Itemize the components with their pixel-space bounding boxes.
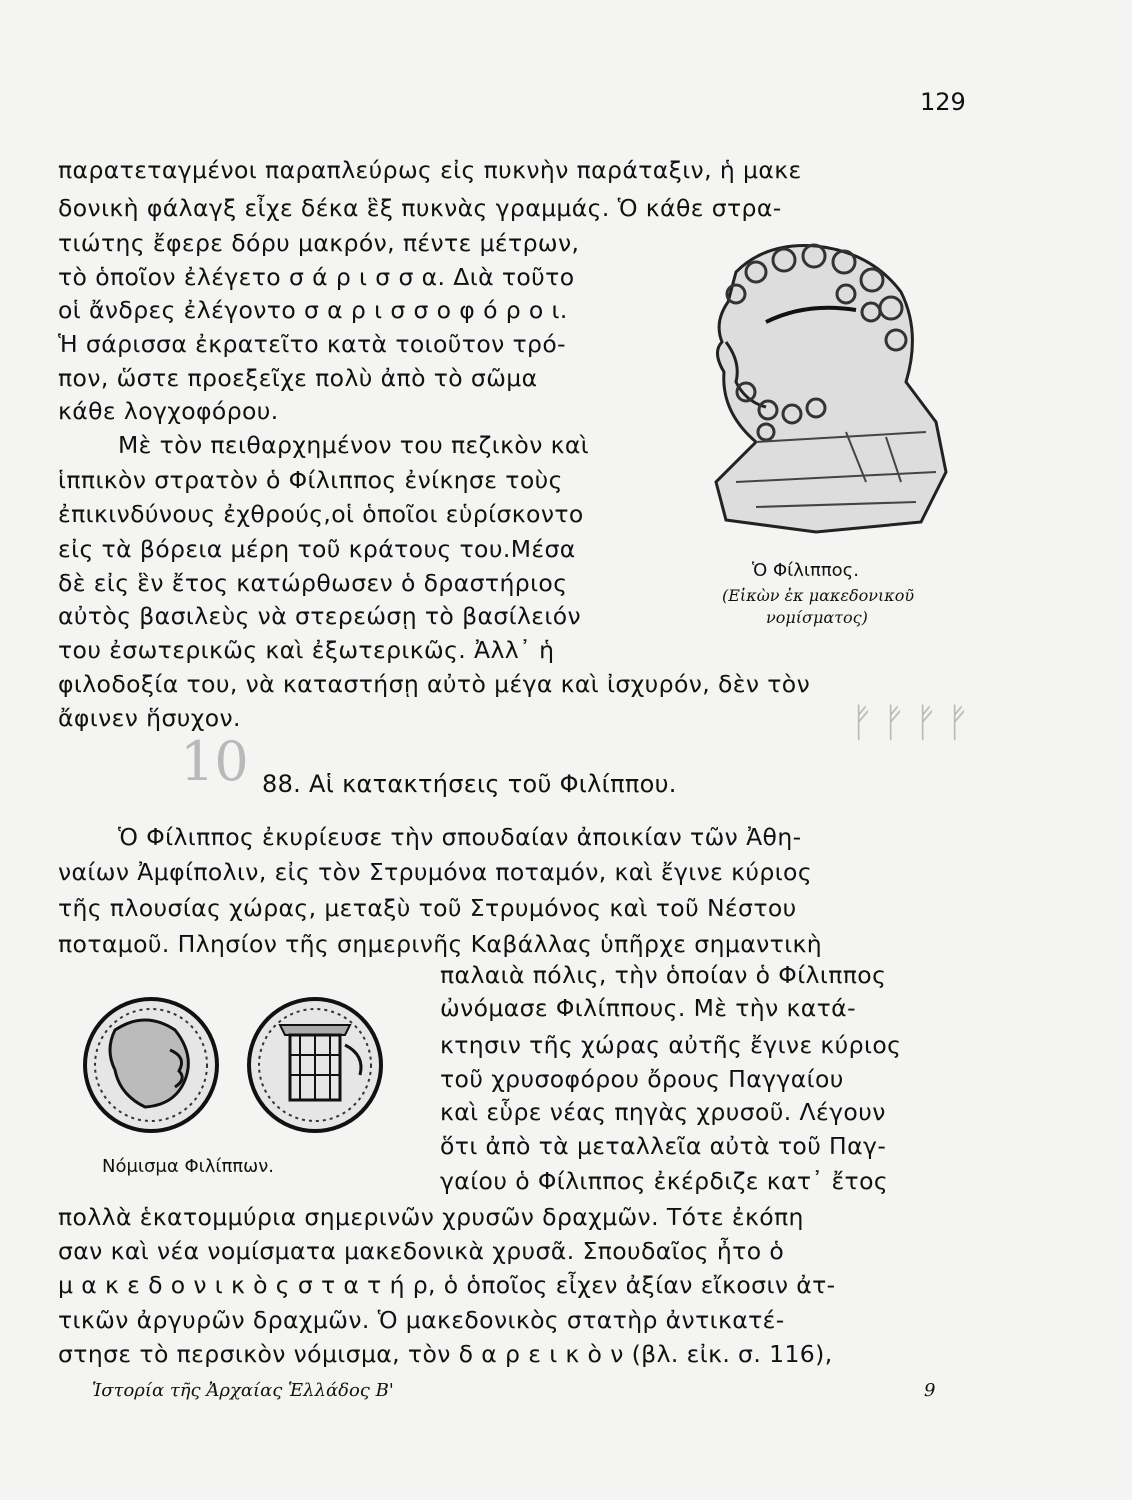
- text-line: ἱππικὸν στρατὸν ὁ Φίλιππος ἐνίκησε τοὺς: [58, 466, 563, 494]
- pencil-annotation: 10: [180, 730, 249, 793]
- text-line: αὐτὸς βασιλεὺς νὰ στερεώσῃ τὸ βασίλειόν: [58, 602, 582, 630]
- portrait-subcaption: (Εἰκὼν ἐκ μακεδονικοῦ: [722, 586, 915, 605]
- text-line: Μὲ τὸν πειθαρχημένον του πεζικὸν καὶ: [118, 431, 590, 459]
- text-line: παρατεταγμένοι παραπλεύρως εἰς πυκνὴν παράταξιν, ἡ μακε: [58, 156, 802, 184]
- text-line: σαν καὶ νέα νομίσματα μακεδονικὰ χρυσᾶ. Σπουδαῖος ἦτο ὁ: [58, 1237, 785, 1265]
- text-line: ἄφινεν ἥσυχον.: [58, 704, 241, 732]
- coin-image: [75, 995, 405, 1145]
- section-heading: 88. Αἱ κατακτήσεις τοῦ Φιλίππου.: [262, 770, 677, 798]
- text-line: δὲ εἰς ἓν ἔτος κατώρθωσεν ὁ δραστήριος: [58, 569, 568, 597]
- text-line: φιλοδοξία του, νὰ καταστήσῃ αὐτὸ μέγα καὶ ἰσχυρόν, δὲν τὸν: [58, 670, 811, 698]
- coin-caption: Νόμισμα Φιλίππων.: [102, 1156, 274, 1177]
- text-line: ὠνόμασε Φιλίππους. Μὲ τὴν κατά-: [440, 994, 856, 1022]
- text-line: καὶ εὗρε νέας πηγὰς χρυσοῦ. Λέγουν: [440, 1098, 886, 1126]
- text-line: ναίων Ἀμφίπολιν, εἰς τὸν Στρυμόνα ποταμόν, καὶ ἔγινε κύριος: [58, 858, 813, 886]
- text-line: κάθε λογχοφόρου.: [58, 397, 279, 425]
- text-line: τὸ ὁποῖον ἐλέγετο σ ά ρ ι σ σ α. Διὰ τοῦτο: [58, 263, 575, 291]
- text-line: κτησιν τῆς χώρας αὐτῆς ἔγινε κύριος: [440, 1031, 902, 1059]
- text-line: ὅτι ἀπὸ τὰ μεταλλεῖα αὐτὰ τοῦ Παγ-: [440, 1132, 887, 1160]
- text-line: του ἐσωτερικῶς καὶ ἐξωτερικῶς. Ἀλλ᾽ ἡ: [58, 636, 555, 664]
- text-line: γαίου ὁ Φίλιππος ἐκέρδιζε κατ᾽ ἔτος: [440, 1167, 889, 1195]
- text-line: τῆς πλουσίας χώρας, μεταξὺ τοῦ Στρυμόνος καὶ τοῦ Νέστου: [58, 894, 797, 922]
- portrait-caption: Ὁ Φίλιππος.: [752, 560, 859, 581]
- text-line: στησε τὸ περσικὸν νόμισμα, τὸν δ α ρ ε ι κ ὸ ν (βλ. εἰκ. σ. 116),: [58, 1340, 833, 1368]
- text-line: τιώτης ἔφερε δόρυ μακρόν, πέντε μέτρων,: [58, 229, 580, 257]
- text-line: μ α κ ε δ ο ν ι κ ὸ ς σ τ α τ ή ρ, ὁ ὁποῖος εἶχεν ἀξίαν εἴκοσιν ἀτ-: [58, 1271, 836, 1299]
- text-line: ἐπικινδύνους ἐχθρούς,οἱ ὁποῖοι εὑρίσκοντο: [58, 500, 584, 528]
- text-line: πον, ὥστε προεξεῖχε πολὺ ἀπὸ τὸ σῶμα: [58, 364, 538, 392]
- sheet-number: 9: [924, 1380, 936, 1401]
- text-line: εἰς τὰ βόρεια μέρη τοῦ κράτους του.Μέσα: [58, 535, 576, 563]
- text-line: παλαιὰ πόλις, τὴν ὁποίαν ὁ Φίλιππος: [440, 961, 887, 989]
- text-line: ποταμοῦ. Πλησίον τῆς σημερινῆς Καβάλλας ὑπῆρχε σημαντικὴ: [58, 930, 823, 958]
- text-line: τικῶν ἀργυρῶν δραχμῶν. Ὁ μακεδονικὸς στατὴρ ἀντικατέ-: [58, 1306, 785, 1334]
- text-line: οἱ ἄνδρες ἐλέγοντο σ α ρ ι σ σ ο φ ό ρ ο ι.: [58, 296, 568, 324]
- footer-signature: Ἱστορία τῆς Ἀρχαίας Ἑλλάδος Β': [92, 1380, 394, 1401]
- philip-portrait-image: [696, 232, 958, 552]
- text-line: τοῦ χρυσοφόρου ὄρους Παγγαίου: [440, 1065, 844, 1093]
- portrait-subcaption: νομίσματος): [766, 608, 868, 627]
- pencil-annotation: ᚠᚠᚠᚠ: [850, 700, 978, 746]
- text-line: πολλὰ ἑκατομμύρια σημερινῶν χρυσῶν δραχμῶν. Τότε ἐκόπη: [58, 1203, 804, 1231]
- text-line: δονικὴ φάλαγξ εἶχε δέκα ἓξ πυκνὰς γραμμάς. Ὁ κάθε στρα-: [58, 194, 782, 222]
- text-line: Ἡ σάρισσα ἐκρατεῖτο κατὰ τοιοῦτον τρό-: [58, 330, 567, 358]
- page-number: 129: [920, 88, 966, 116]
- text-line: Ὁ Φίλιππος ἐκυρίευσε τὴν σπουδαίαν ἀποικίαν τῶν Ἀθη-: [118, 823, 802, 851]
